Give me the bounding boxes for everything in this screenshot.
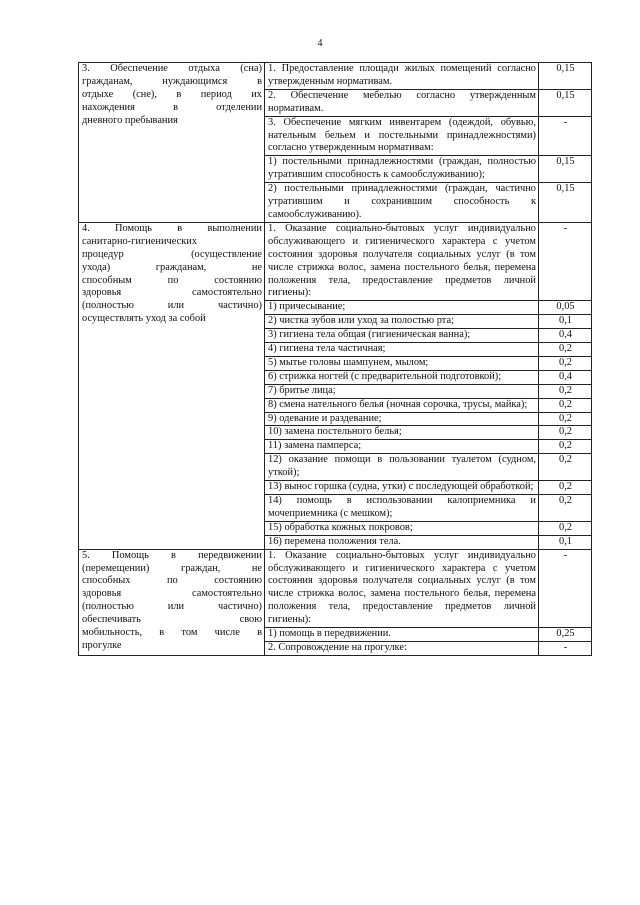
service-item-value: - (539, 222, 592, 300)
service-item: 1. Оказание социально-бытовых услуг индивидуально обслуживающего и гигиенического характера с учетом состояния здоровья получателя социальных услуг (в том числе стрижка волос, замена постельного белья, перемена положения тела, предоставление предметов личной гигиены): (265, 222, 539, 300)
service-item: 2) постельными принадлежностями (граждан, частично утратившим и сохранившим способность к самообслуживанию). (265, 183, 539, 223)
service-item-value: 0,2 (539, 356, 592, 370)
service-item: 2. Обеспечение мебелью согласно утвержденным нормативам. (265, 89, 539, 116)
service-group-title-line: процедур (осуществление (82, 248, 262, 260)
service-item: 5) мытье головы шампунем, мылом; (265, 356, 539, 370)
service-item: 15) обработка кожных покровов; (265, 521, 539, 535)
table-row (79, 63, 592, 90)
service-group-title (79, 222, 265, 549)
services-table-body (79, 63, 592, 656)
page-number: 4 (317, 38, 323, 49)
service-group-title-line: (полностью или частично) (82, 300, 262, 312)
service-group-title-line: прогулке (82, 639, 122, 651)
service-item-value: 0,2 (539, 440, 592, 454)
service-item: 1) причесывание; (265, 301, 539, 315)
service-group-title-line: 4. Помощь в выполнении (82, 222, 262, 234)
service-item: 1) постельными принадлежностями (граждан, полностью утратившим способность к самообслуживанию); (265, 156, 539, 183)
service-group-title-line: гражданам, нуждающимся в (82, 75, 262, 87)
service-item: 1. Оказание социально-бытовых услуг индивидуально обслуживающего и гигиенического характера с учетом состояния здоровья получателя социальных услуг (в том числе стрижка волос, замена постельного белья, перемена положения тела, предоставление предметов личной гигиены): (265, 549, 539, 627)
service-item: 9) одевание и раздевание; (265, 412, 539, 426)
service-item: 2) чистка зубов или уход за полостью рта; (265, 315, 539, 329)
table-row (79, 549, 592, 627)
service-item-value: 0,15 (539, 183, 592, 223)
service-item-value: 0,2 (539, 481, 592, 495)
service-group-title-line: мобильность, в том числе в (82, 627, 262, 639)
service-item-value: - (539, 116, 592, 156)
service-group-title-line: дневного пребывания (82, 114, 178, 126)
service-item: 14) помощь в использовании калоприемника и мочеприемника (с мешком); (265, 495, 539, 522)
service-item-value: 0,1 (539, 315, 592, 329)
service-group-title (79, 63, 265, 223)
service-item: 2. Сопровождение на прогулке: (265, 641, 539, 655)
service-item: 11) замена памперса; (265, 440, 539, 454)
service-item-value: 0,4 (539, 370, 592, 384)
service-group-title-line: (полностью или частично) (82, 601, 262, 613)
service-item: 3) гигиена тела общая (гигиеническая ванна); (265, 329, 539, 343)
service-item: 13) вынос горшка (судна, утки) с последующей обработкой; (265, 481, 539, 495)
service-group-title-line: санитарно-гигиенических (82, 235, 198, 247)
service-item-value: 0,15 (539, 89, 592, 116)
service-item: 1. Предоставление площади жилых помещений согласно утвержденным нормативам. (265, 63, 539, 90)
service-item-value: 0,2 (539, 343, 592, 357)
service-item-value: 0,2 (539, 426, 592, 440)
service-item-value: 0,15 (539, 156, 592, 183)
service-item-value: 0,15 (539, 63, 592, 90)
service-item: 7) бритье лица; (265, 384, 539, 398)
service-item-value: 0,2 (539, 454, 592, 481)
service-group-title-line: осуществлять уход за собой (82, 313, 206, 325)
service-item-value: 0,25 (539, 628, 592, 642)
table-row (79, 222, 592, 300)
service-item: 3. Обеспечение мягким инвентарем (одеждой, обувью, нательным бельем и постельными принадлежностями) согласно утвержденным нормативам: (265, 116, 539, 156)
service-item-value: 0,2 (539, 384, 592, 398)
service-item-value: 0,2 (539, 521, 592, 535)
service-group-title-line: обеспечивать свою (82, 614, 262, 626)
service-group-title-line: 3. Обеспечение отдыха (сна) (82, 63, 262, 74)
service-item-value: 0,2 (539, 412, 592, 426)
service-item-value: 0,2 (539, 398, 592, 412)
service-group-title-line: 5. Помощь в передвижении (82, 549, 262, 561)
service-item: 8) смена нательного белья (ночная сорочка, трусы, майка); (265, 398, 539, 412)
service-group-title-line: (перемещении) граждан, не (82, 562, 262, 574)
service-group-title-line: способных по состоянию (82, 575, 262, 587)
service-group-title (79, 549, 265, 655)
service-item-value: 0,1 (539, 535, 592, 549)
service-group-title-line: здоровья самостоятельно (82, 287, 262, 299)
service-item-value: - (539, 549, 592, 627)
service-item-value: 0,2 (539, 495, 592, 522)
service-item-value: 0,4 (539, 329, 592, 343)
service-item: 6) стрижка ногтей (с предварительной подготовкой); (265, 370, 539, 384)
service-item-value: 0,05 (539, 301, 592, 315)
service-group-title-line: здоровья самостоятельно (82, 588, 262, 600)
service-group-title-line: ухода) гражданам, не (82, 261, 262, 273)
service-item-value: - (539, 641, 592, 655)
service-group-title-line: способным по состоянию (82, 274, 262, 286)
service-item: 1) помощь в передвижении. (265, 628, 539, 642)
service-group-title-line: отдыхе (сне), в период их (82, 88, 262, 100)
service-item: 10) замена постельного белья; (265, 426, 539, 440)
service-group-title-line: нахождения в отделении (82, 101, 262, 113)
services-table (78, 62, 592, 656)
service-item: 16) перемена положения тела. (265, 535, 539, 549)
service-item: 4) гигиена тела частичная; (265, 343, 539, 357)
service-item: 12) оказание помощи в пользовании туалетом (судном, уткой); (265, 454, 539, 481)
